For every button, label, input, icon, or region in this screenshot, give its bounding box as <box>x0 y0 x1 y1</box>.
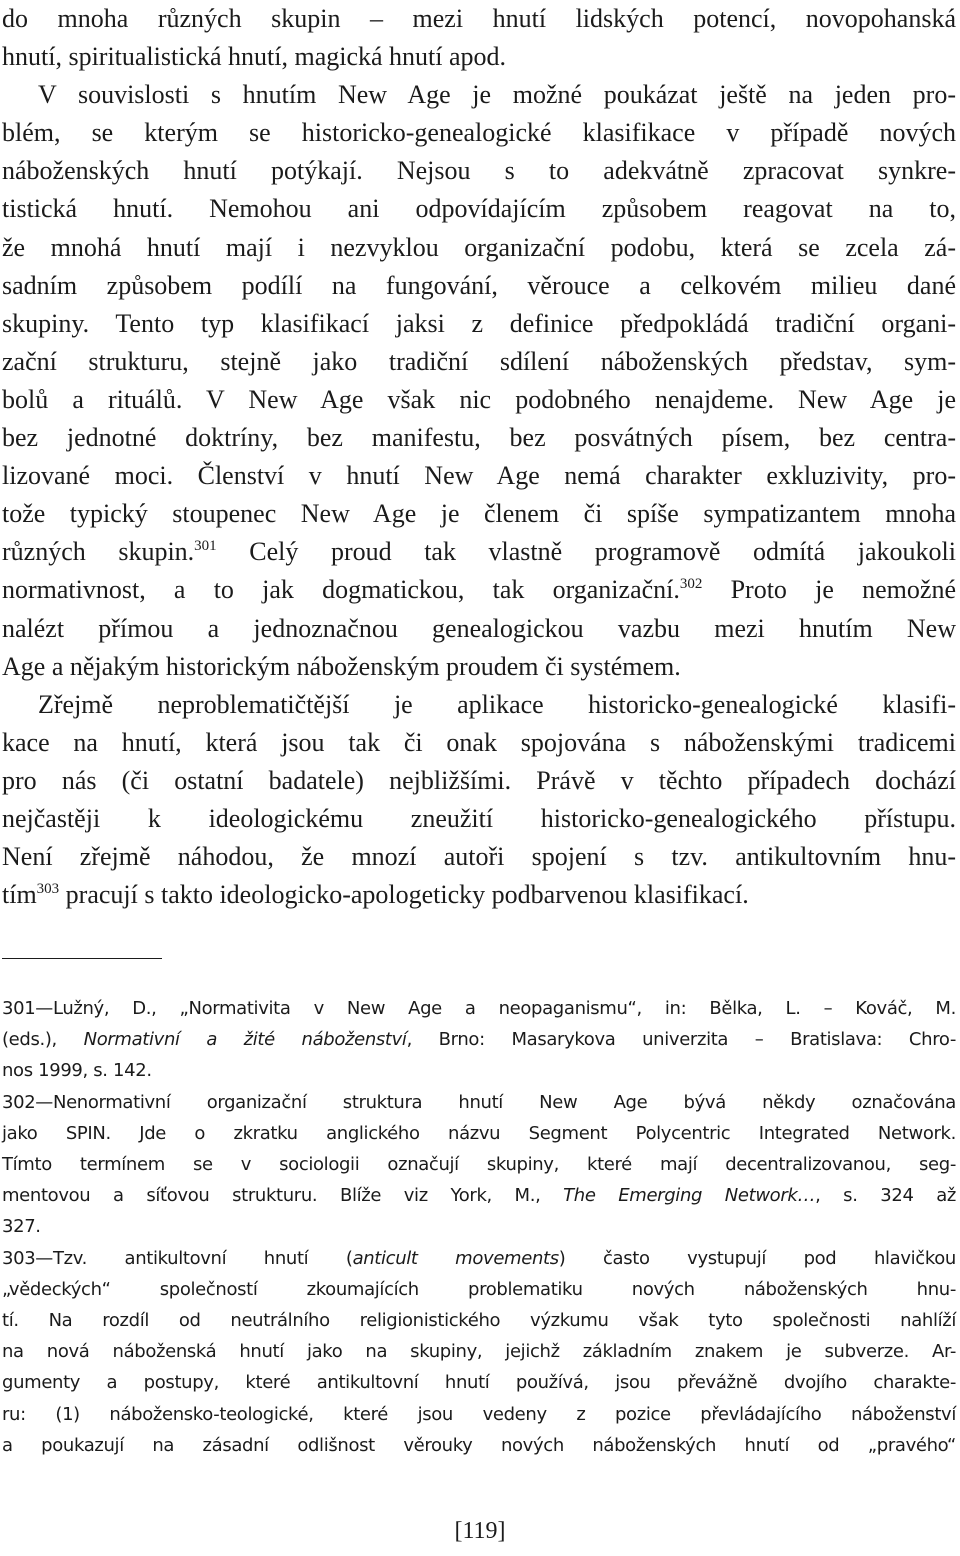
text-line: tistická hnutí. Nemohou ani odpovídajícím způsobem reagovat na to, <box>2 194 956 224</box>
text-run: Celý proud tak vlastně programově odmítá jakoukoli <box>216 537 956 567</box>
text-line: skupiny. Tento typ klasifikací jaksi z definice předpokládá tradiční organi- <box>2 308 956 338</box>
text-line: blém, se kterým se historicko-genealogické klasifikace v případě nových <box>2 118 956 148</box>
text-line: nalézt přímou a jednoznačnou genealogickou vazbu mezi hnutím New <box>2 613 956 643</box>
footnote-301-line: 301—Lužný, D., „Normativita v New Age a neopaganismu“, in: Bělka, L. – Kováč, M. <box>2 998 956 1019</box>
text-line <box>2 533 956 571</box>
italic-title: The Emerging Network… <box>563 1185 816 1207</box>
footnote-302-line: Tímto termínem se v sociologii označují skupiny, které mají decentralizovanou, seg- <box>2 1154 956 1176</box>
italic-term: anticult movements <box>352 1247 559 1269</box>
footnote-302-line: 327. <box>2 1216 41 1238</box>
text-line: nejčastěji k ideologickému zneužití historicko-genealogického přístupu. <box>2 803 956 833</box>
text-line: do mnoha různých skupin – mezi hnutí lidských potencí, novopohanská <box>2 4 956 33</box>
text-line: Není zřejmě náhodou, že mnozí autoři spojení s tzv. antikultovním hnu- <box>2 842 956 872</box>
text-line: zační strukturu, stejně jako tradiční sdílení náboženských představ, sym- <box>2 346 956 376</box>
footnote-303-line: a poukazují na zásadní odlišnost věrouky nových náboženských hnutí od „pravého“ <box>2 1434 956 1456</box>
text-run: ) často vystupují pod hlavičkou <box>558 1247 956 1269</box>
text-line <box>2 571 956 609</box>
text-line: bolů a rituálů. V New Age však nic podobného nenajdeme. New Age je <box>2 384 956 414</box>
text-run: různých skupin. <box>2 537 195 567</box>
italic-title: Normativní a žité náboženství <box>83 1029 407 1051</box>
text-run: normativnost, a to jak dogmatickou, tak organizační. <box>2 575 680 605</box>
footnote-301-line: nos 1999, s. 142. <box>2 1060 152 1082</box>
text-line: lizované moci. Členství v hnutí New Age nemá charakter exkluzivity, pro- <box>2 461 956 491</box>
text-line: hnutí, spiritualistická hnutí, magická hnutí apod. <box>2 42 507 72</box>
text-line <box>2 876 956 914</box>
footnote-separator <box>2 958 162 959</box>
text-run: , Brno: Masarykova univerzita – Bratislava: Chro- <box>406 1029 956 1051</box>
text-line: bez jednotné doktríny, bez manifestu, bez posvátných písem, bez centra- <box>2 423 956 453</box>
text-line: že mnohá hnutí mají i nezvyklou organizační podobu, která se zcela zá- <box>2 232 956 262</box>
footnote-ref-302[interactable]: 302 <box>679 576 703 593</box>
footnote-303-line: gumenty a postupy, které antikultovní hnutí používá, jsou převážně dvojího charakte- <box>2 1372 956 1394</box>
footnote-ref-303[interactable]: 303 <box>36 881 60 898</box>
footnote-303-line: „vědeckých“ společností zkoumajících problematiku nových náboženských hnu- <box>2 1278 956 1300</box>
footnote-303-line: tí. Na rozdíl od neutrálního religionistického výzkumu však tyto společnosti nahlíží <box>2 1310 956 1332</box>
text-line: tože typický stoupenec New Age je členem či spíše sympatizantem mnoha <box>2 499 956 529</box>
footnotes <box>2 993 956 1461</box>
text-run: mentovou a síťovou strukturu. Blíže viz York, M., <box>2 1185 564 1207</box>
footnote-303-line: na nová náboženská hnutí jako na skupiny, jejichž základním znakem je subverze. Ar- <box>2 1341 956 1363</box>
text-line: V souvislosti s hnutím New Age je možné poukázat ještě na jeden pro- <box>38 80 956 110</box>
text-run: , s. 324 až <box>815 1185 956 1207</box>
footnote-302-line <box>2 1180 956 1211</box>
text-run: Proto je nemožné <box>702 575 956 605</box>
text-run: (eds.), <box>2 1029 84 1051</box>
text-line: náboženských hnutí potýkají. Nejsou s to adekvátně zpracovat synkre- <box>2 156 956 186</box>
page-number: [119] <box>454 1518 506 1544</box>
text-line: Age a nějakým historickým náboženským proudem či systémem. <box>2 651 681 681</box>
text-line: kace na hnutí, která jsou tak či onak spojována s náboženskými tradicemi <box>2 727 956 757</box>
footnote-302-line: 302—Nenormativní organizační struktura hnutí New Age bývá někdy označována <box>2 1091 956 1113</box>
footnote-ref-301[interactable]: 301 <box>194 538 217 555</box>
footnote-302-line: jako SPIN. Jde o zkratku anglického názvu Segment Polycentric Integrated Network. <box>2 1122 956 1144</box>
footnote-301-line <box>2 1024 956 1055</box>
text-run: 303—Tzv. antikultovní hnutí ( <box>2 1247 353 1269</box>
main-text <box>2 0 956 914</box>
footnote-303-line <box>2 1243 956 1274</box>
text-line: pro nás (či ostatní badatele) nejbližšími. Právě v těchto případech dochází <box>2 765 956 795</box>
text-run: tím <box>2 880 37 910</box>
text-line: Zřejmě neproblematičtější je aplikace historicko-genealogické klasifi- <box>38 689 956 719</box>
text-run: pracují s takto ideologicko-apologeticky podbarvenou klasifikací. <box>59 880 749 910</box>
text-line: sadním způsobem podílí na fungování, věrouce a celkovém milieu dané <box>2 270 956 300</box>
footnote-303-line: ru: (1) nábožensko-teologické, které jsou vedeny z pozice převládajícího náboženství <box>2 1403 956 1425</box>
